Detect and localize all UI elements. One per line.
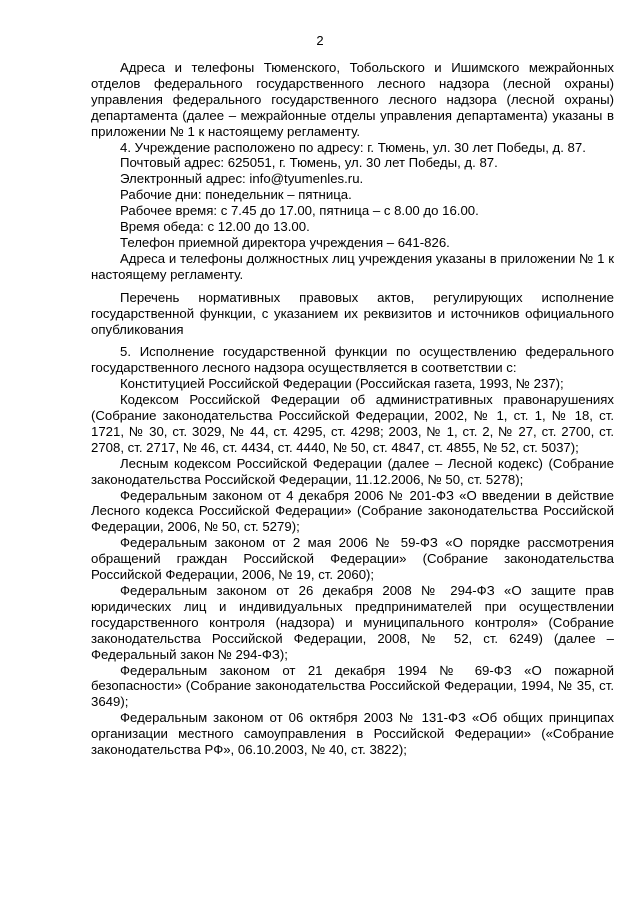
list-item-law-69: Федеральным законом от 21 декабря 1994 № 69-ФЗ «О пожарной безопасности» (Собрание законодательства Российской Федерации, 1994, № 35, ст. 3649); [91, 662, 614, 710]
paragraph-postal-address: Почтовый адрес: 625051, г. Тюмень, ул. 30 лет Победы, д. 87. [120, 155, 498, 171]
list-item-law-131: Федеральным законом от 06 октября 2003 № 131-ФЗ «Об общих принципах организации местного самоуправления в Российской Федерации» («Собрание законодательства РФ», 06.10.2003, № 40, ст. 3822); [91, 710, 614, 758]
list-item-law-59: Федеральным законом от 2 мая 2006 № 59-ФЗ «О порядке рассмотрения обращений граждан Российской Федерации» (Собрание законодательства Российской Федерации, 2006, № 19, ст. 2060); [91, 535, 614, 583]
paragraph-institution-address: 4. Учреждение расположено по адресу: г. Тюмень, ул. 30 лет Победы, д. 87. [120, 139, 586, 155]
paragraph-item-5: 5. Исполнение государственной функции по осуществлению федерального государственного лесного надзора осуществляется в соответствии с: [91, 344, 614, 376]
paragraph-work-days: Рабочие дни: понедельник – пятница. [120, 187, 352, 203]
page-number: 2 [316, 33, 324, 48]
paragraph-officials-contacts: Адреса и телефоны должностных лиц учреждения указаны в приложении № 1 к настоящему регламенту. [91, 250, 614, 282]
paragraph-phone: Телефон приемной директора учреждения – 641-826. [120, 234, 450, 250]
list-item-forest-code: Лесным кодексом Российской Федерации (далее – Лесной кодекс) (Собрание законодательства Российской Федерации, 11.12.2006, № 50, ст. 5278); [91, 455, 614, 487]
list-item-administrative-code: Кодексом Российской Федерации об административных правонарушениях (Собрание законодательства Российской Федерации, 2002, № 1, ст. 1, № 18, ст. 1721, № 30, ст. 3029, № 44, ст. 4295, ст. 4298; 2003, № 1, ст. 2, № 27, ст. 2700, ст. 2708, ст. 2717, № 46, ст. 4434, ст. 4440, № 50, ст. 4847, ст. 4855, № 52, ст. 5037); [91, 392, 614, 455]
paragraph-lunch-time: Время обеда: с 12.00 до 13.00. [120, 219, 310, 235]
paragraph-work-hours: Рабочее время: с 7.45 до 17.00, пятница – с 8.00 до 16.00. [120, 203, 479, 219]
body-text [91, 60, 614, 758]
paragraph-email: Электронный адрес: info@tyumenles.ru. [120, 171, 364, 187]
list-item-law-294: Федеральным законом от 26 декабря 2008 № 294-ФЗ «О защите прав юридических лиц и индивидуальных предпринимателей при осуществлении государственного контроля (надзора) и муниципального контроля» (Собрание законодательства Российской Федерации, 2008, № 52, ст. 6249) (далее – Федеральный закон № 294-ФЗ); [91, 583, 614, 662]
list-item-law-201: Федеральным законом от 4 декабря 2006 № 201-ФЗ «О введении в действие Лесного кодекса Российской Федерации» (Собрание законодательства Российской Федерации, 2006, № 50, ст. 5279); [91, 487, 614, 535]
section-heading-legal-acts: Перечень нормативных правовых актов, регулирующих исполнение государственной функции, с указанием их реквизитов и источников официального опубликования [91, 289, 614, 337]
paragraph-departments-addresses: Адреса и телефоны Тюменского, Тобольского и Ишимского межрайонных отделов федерального государственного лесного надзора (лесной охраны) управления федерального государственного лесного надзора (лесной охраны) департамента (далее – межрайонные отделы управления департамента) указаны в приложении № 1 к настоящему регламенту. [91, 60, 614, 139]
list-item-constitution: Конституцией Российской Федерации (Российская газета, 1993, № 237); [120, 376, 564, 392]
